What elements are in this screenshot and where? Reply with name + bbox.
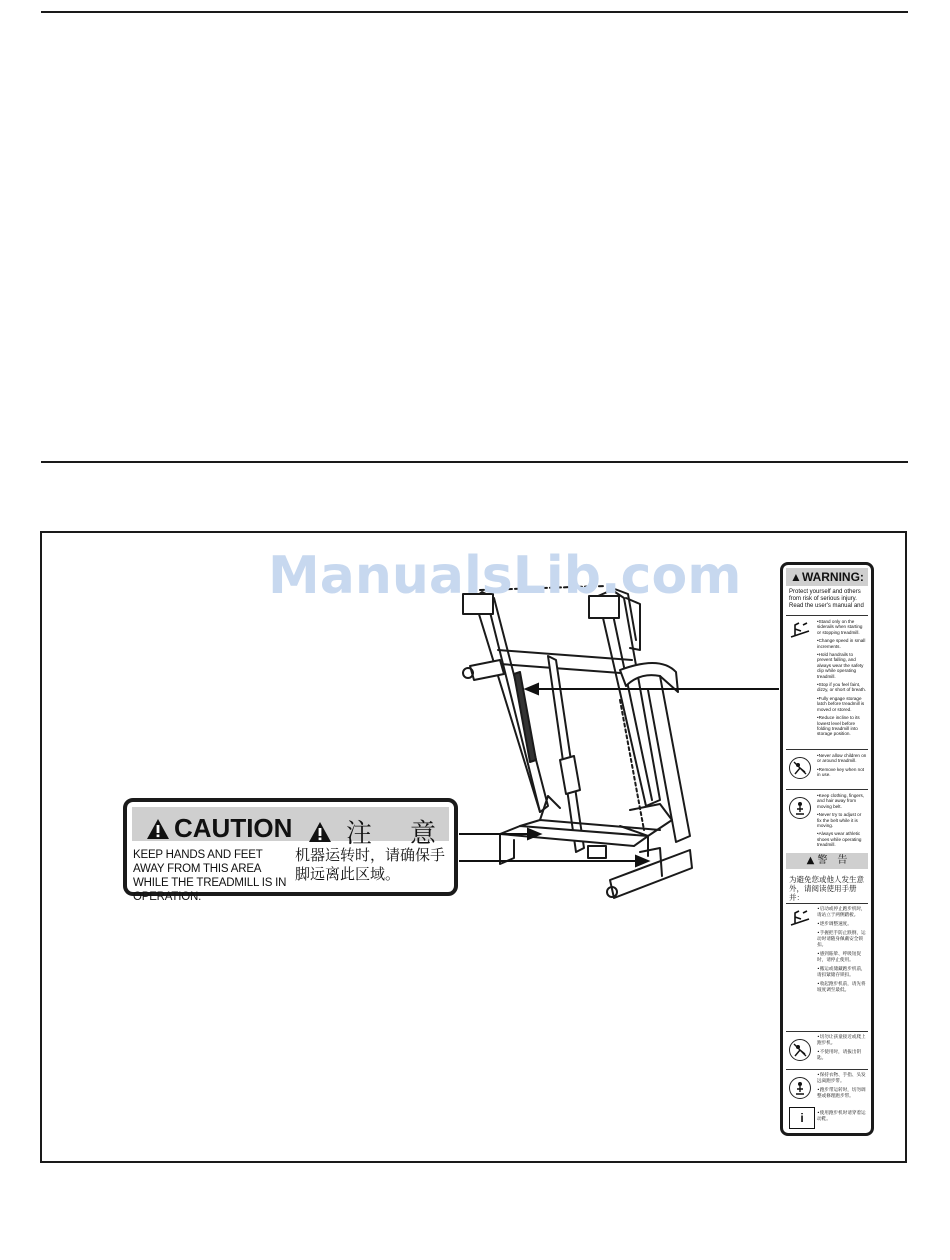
warning-item: •Remove key when not in use. <box>817 766 865 778</box>
warning-item: •Keep clothing, fingers, and hair away from moving belt. <box>817 793 865 809</box>
warning-item: •保持衣物、手指、头发远离跑步带。 <box>817 1073 866 1084</box>
no-children-icon <box>789 1039 811 1061</box>
warning-item: •Reduce incline to its lowest level before folding treadmill into storage position. <box>817 715 860 737</box>
warning-item: •Fully engage storage latch before treadmill is moved or stored. <box>817 695 865 712</box>
warning-intro: Protect yourself and others from risk of serious injury. Read the user's manual and <box>789 589 864 609</box>
keep-away-belt-icon <box>789 1077 811 1099</box>
caution-chinese-text: 机器运转时，请确保手脚远离此区域。 <box>295 846 446 883</box>
warning-divider <box>786 1069 868 1070</box>
warning-item: •手握把手防止跌倒，运动时请随身佩戴安全锁扣。 <box>817 931 866 948</box>
warning-item: •启动或停止跑步机时，请站立于两侧踏板。 <box>817 907 866 918</box>
warning-item: •不使用时，请拔出钥匙。 <box>817 1050 862 1061</box>
warning-group-2 <box>817 753 867 781</box>
warning-triangle-icon: ▲ <box>806 855 818 866</box>
warning-item: •搬运或储藏跑步机前，请扣紧储存锁扣。 <box>817 967 866 978</box>
caution-header <box>132 807 449 849</box>
warning-group-1 <box>817 619 867 740</box>
warning-divider <box>786 615 868 616</box>
warning-item: •跑步带运转时，切勿调整或修理跑步带。 <box>817 1088 866 1099</box>
warning-cn-word: 警 告 <box>817 855 848 866</box>
caution-cn-word-2: 意 <box>410 819 437 849</box>
warning-item: •使用跑步机时请穿着运动鞋。 <box>817 1111 866 1122</box>
warning-item: •Stand only on the siderails when starting or stopping treadmill. <box>817 619 863 635</box>
warning-triangle-icon <box>308 821 332 843</box>
warning-word: WARNING: <box>801 570 864 584</box>
warning-group-4-cn <box>817 1111 867 1126</box>
warning-item: •Never try to adjust or fix the belt while it is moving. <box>817 812 862 829</box>
warning-item: •逐步调整速度。 <box>817 922 852 927</box>
warning-divider <box>786 749 868 750</box>
warning-item: •收起跑步机前，请先将坡度调至最低。 <box>817 982 866 993</box>
warning-item: •切勿让孩童接近或爬上跑步机。 <box>817 1035 866 1046</box>
warning-divider <box>786 789 868 790</box>
warning-group-3 <box>817 793 867 851</box>
caution-cn-word-1: 注 <box>346 819 373 849</box>
warning-group-3-cn <box>817 1073 867 1103</box>
caution-word: CAUTION <box>174 813 293 843</box>
warning-header <box>786 568 868 586</box>
warning-item: •Change speed in small increments. <box>817 638 866 649</box>
no-children-icon <box>789 757 811 779</box>
warning-label <box>780 562 874 1136</box>
runner-on-treadmill-icon <box>789 619 811 641</box>
warning-intro-cn: 为避免您或他人发生意外，请阅读使用手册并： <box>789 875 864 902</box>
caution-english-text: KEEP HANDS AND FEET AWAY FROM THIS AREA WHILE THE TREADMILL IS IN OPERATION. <box>133 849 287 903</box>
warning-item: •Stop if you feel faint, dizzy, or short of breath. <box>817 682 866 693</box>
warning-group-1-cn <box>817 907 867 997</box>
warning-item: •Never allow children on or around treadmill. <box>817 753 867 764</box>
caution-title-cn <box>308 813 436 850</box>
warning-divider <box>786 1031 868 1032</box>
warning-header-cn <box>786 853 868 869</box>
warning-triangle-icon: ▲ <box>790 570 802 584</box>
warning-item: •Always wear athletic shoes while operating treadmill. <box>817 831 862 848</box>
warning-item: •Hold handrails to prevent falling, and always wear the safety clip while operating treadmill. <box>817 652 864 679</box>
watermark: ManualsLib.com <box>268 546 742 606</box>
runner-on-treadmill-icon <box>789 907 811 929</box>
warning-item: •感到眩晕、呼吸短促时，请停止使用。 <box>817 952 862 963</box>
caution-title <box>146 813 292 844</box>
warning-triangle-icon <box>146 818 170 840</box>
warning-divider <box>786 903 868 904</box>
warning-group-2-cn <box>817 1035 867 1065</box>
caution-label <box>123 798 458 903</box>
manual-info-icon: i <box>789 1107 815 1129</box>
keep-away-belt-icon <box>789 797 811 819</box>
